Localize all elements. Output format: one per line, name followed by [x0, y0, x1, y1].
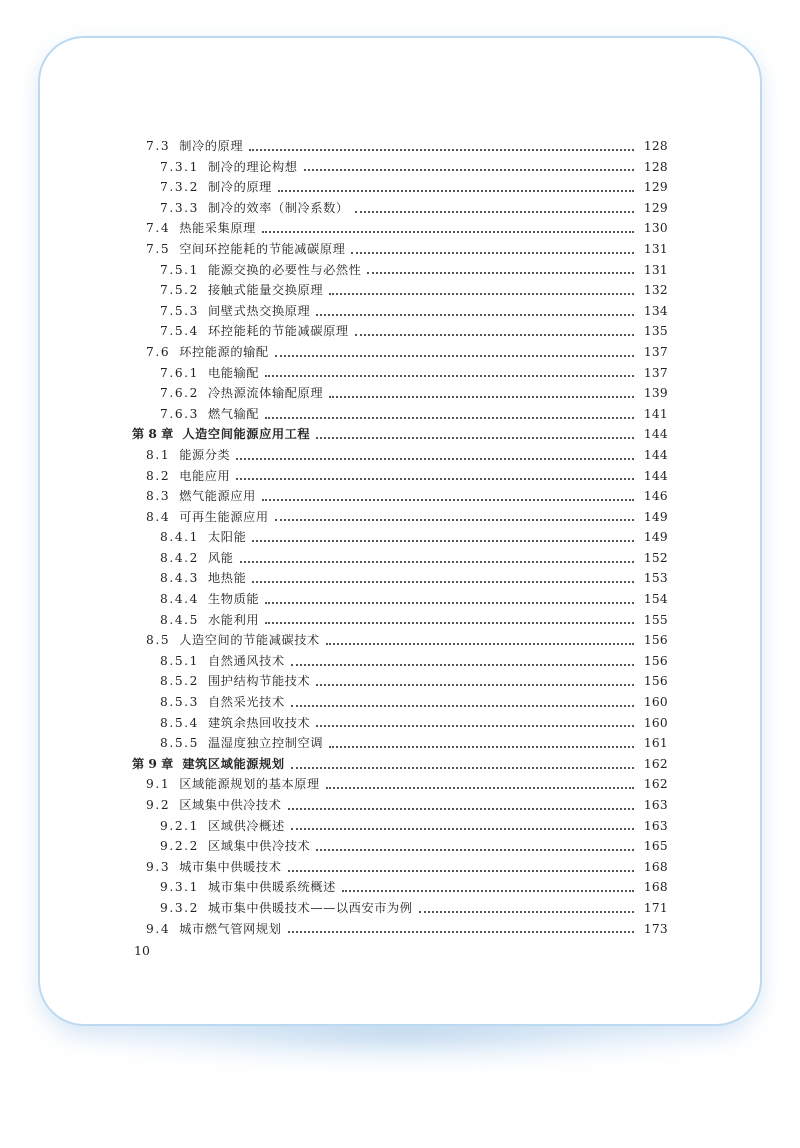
- toc-entry-title: 人造空间的节能减碳技术: [179, 633, 320, 648]
- toc-entry-title: 制冷的效率（制冷系数）: [208, 200, 349, 215]
- toc-entry[interactable]: [130, 280, 668, 301]
- toc-entry-title: 区域集中供冷技术: [179, 798, 282, 812]
- toc-entry-title: 制冷的原理: [179, 139, 244, 153]
- toc-entry-page: 156: [643, 674, 668, 689]
- toc-entry[interactable]: [130, 589, 668, 610]
- toc-entry-number: 9.1: [146, 777, 171, 792]
- toc-entry[interactable]: [130, 507, 668, 528]
- toc-entry-number: 9.3: [146, 859, 171, 874]
- toc-entry-number: 8.5.4: [160, 715, 200, 730]
- toc-entry-number: 8.5.1: [160, 653, 200, 668]
- toc-entry-page: 163: [643, 798, 668, 812]
- toc-entry-number: 9.4: [146, 921, 171, 936]
- dot-leader: [329, 745, 634, 748]
- dot-leader: [329, 292, 634, 295]
- toc-entry-page: 160: [643, 715, 668, 730]
- toc-entry-title: 电能输配: [208, 365, 260, 380]
- toc-chapter-entry[interactable]: [130, 754, 668, 775]
- toc-entry[interactable]: [130, 733, 668, 754]
- toc-entry-number: 8.1: [146, 447, 171, 462]
- toc-entry-number: 7.3.3: [160, 200, 200, 215]
- toc-entry-page: 144: [643, 427, 668, 442]
- toc-chapter-entry[interactable]: [130, 424, 668, 445]
- toc-entry-page: 144: [643, 468, 668, 483]
- dot-leader: [252, 580, 634, 583]
- toc-entry-page: 156: [643, 633, 668, 648]
- toc-entry[interactable]: [130, 198, 668, 219]
- dot-leader: [304, 168, 634, 171]
- toc-entry-number: 9.3.1: [160, 880, 200, 895]
- toc-entry-page: 162: [643, 756, 668, 771]
- toc-entry[interactable]: [130, 404, 668, 425]
- toc-entry-number: 8.4.4: [160, 592, 200, 607]
- toc-entry[interactable]: [130, 445, 668, 466]
- toc-entry[interactable]: [130, 527, 668, 548]
- dot-leader: [278, 189, 634, 192]
- toc-entry[interactable]: [130, 671, 668, 692]
- toc-entry-title: 热能采集原理: [179, 221, 256, 236]
- dot-leader: [240, 560, 634, 563]
- toc-entry-number: 8.5.2: [160, 674, 200, 689]
- dot-leader: [236, 477, 634, 480]
- toc-entry-title: 围护结构节能技术: [208, 674, 311, 689]
- toc-entry-number: 7.3: [146, 139, 171, 153]
- dot-leader: [252, 539, 634, 542]
- page-number: 10: [134, 943, 150, 958]
- toc-entry-title: 燃气能源应用: [179, 489, 256, 504]
- toc-entry-page: 171: [643, 900, 668, 915]
- toc-entry-number: 8.5.3: [160, 695, 200, 710]
- toc-entry[interactable]: [130, 630, 668, 651]
- toc-entry-title: 环控能源的输配: [179, 344, 269, 359]
- toc-entry-page: 165: [643, 839, 668, 854]
- toc-entry[interactable]: [130, 877, 668, 898]
- toc-entry-page: 130: [643, 221, 668, 236]
- toc-entry[interactable]: [130, 836, 668, 857]
- toc-entry-number: 9.2.1: [160, 818, 200, 833]
- toc-entry-page: 129: [643, 200, 668, 215]
- toc-entry-number: 9.3.2: [160, 900, 200, 915]
- toc-entry-number: 8.4.2: [160, 550, 200, 565]
- toc-entry-page: 129: [643, 180, 668, 195]
- toc-entry-number: 7.6.1: [160, 365, 200, 380]
- toc-entry-title: 自然采光技术: [208, 695, 285, 710]
- toc-entry-number: 7.3.2: [160, 180, 200, 195]
- toc-entry-number: 7.5.1: [160, 262, 200, 277]
- toc-entry[interactable]: [130, 919, 668, 940]
- toc-entry-page: 132: [643, 283, 668, 298]
- toc-entry-number: 7.6.3: [160, 406, 200, 421]
- dot-leader: [265, 416, 634, 419]
- toc-entry-title: 区域能源规划的基本原理: [179, 777, 320, 792]
- toc-entry-title: 太阳能: [208, 530, 247, 545]
- toc-entry[interactable]: [130, 568, 668, 589]
- dot-leader: [288, 869, 635, 872]
- toc-entry-title: 城市集中供暖系统概述: [208, 880, 336, 895]
- toc-entry-page: 137: [643, 365, 668, 380]
- toc-entry-title: 生物质能: [208, 592, 260, 607]
- toc-entry-number: 第 9 章: [132, 756, 174, 771]
- toc-entry-page: 149: [643, 530, 668, 545]
- toc-entry-page: 139: [643, 386, 668, 401]
- toc-entry-page: 168: [643, 859, 668, 874]
- toc-entry-title: 城市集中供暖技术: [179, 859, 282, 874]
- dot-leader: [316, 724, 634, 727]
- toc-entry-number: 8.2: [146, 468, 171, 483]
- toc-entry-title: 冷热源流体输配原理: [208, 386, 324, 401]
- toc-entry-page: 156: [643, 653, 668, 668]
- toc-entry[interactable]: [130, 774, 668, 795]
- dot-leader: [236, 457, 634, 460]
- dot-leader: [316, 436, 634, 439]
- toc-entry[interactable]: [130, 239, 668, 260]
- toc-entry[interactable]: [130, 363, 668, 384]
- toc-entry-number: 8.4.1: [160, 530, 200, 545]
- toc-entry-page: 168: [643, 880, 668, 895]
- toc-entry-title: 风能: [208, 550, 234, 565]
- toc-entry-title: 地热能: [208, 571, 247, 586]
- toc-entry-page: 163: [643, 818, 668, 833]
- toc-entry-number: 8.4.3: [160, 571, 200, 586]
- dot-leader: [275, 354, 634, 357]
- dot-leader: [316, 683, 634, 686]
- toc-entry[interactable]: [130, 816, 668, 837]
- dot-leader: [249, 148, 634, 151]
- toc-entry-title: 空间环控能耗的节能减碳原理: [179, 241, 346, 256]
- toc-entry-title: 区域供冷概述: [208, 818, 285, 833]
- toc-entry-title: 自然通风技术: [208, 653, 285, 668]
- toc-entry-number: 9.2: [146, 798, 171, 812]
- toc-entry[interactable]: [130, 260, 668, 281]
- toc-entry-number: 8.5: [146, 633, 171, 648]
- toc-entry-title: 人造空间能源应用工程: [182, 427, 311, 442]
- dot-leader: [291, 827, 634, 830]
- toc-entry-page: 144: [643, 447, 668, 462]
- toc-entry-title: 能源交换的必要性与必然性: [208, 262, 362, 277]
- toc-entry-number: 8.3: [146, 489, 171, 504]
- dot-leader: [265, 621, 634, 624]
- dot-leader: [265, 601, 634, 604]
- toc-entry-number: 8.4.5: [160, 612, 200, 627]
- toc-entry-title: 建筑余热回收技术: [208, 715, 311, 730]
- dot-leader: [316, 313, 634, 316]
- toc-entry[interactable]: [130, 610, 668, 631]
- toc-entry[interactable]: [130, 692, 668, 713]
- toc-entry-page: 152: [643, 550, 668, 565]
- toc-entry-title: 制冷的原理: [208, 180, 272, 195]
- toc-entry-page: 162: [643, 777, 668, 792]
- toc-entry-number: 9.2.2: [160, 839, 200, 854]
- dot-leader: [262, 230, 634, 233]
- toc-entry-title: 制冷的理论构想: [208, 159, 298, 174]
- dot-leader: [355, 210, 634, 213]
- toc-entry-number: 7.6.2: [160, 386, 200, 401]
- dot-leader: [288, 807, 635, 810]
- toc-entry[interactable]: [130, 157, 668, 178]
- toc-entry[interactable]: [130, 857, 668, 878]
- toc-entry-title: 环控能耗的节能减碳原理: [208, 324, 349, 339]
- toc-entry-title: 可再生能源应用: [179, 509, 269, 524]
- toc-entry-number: 第 8 章: [132, 427, 174, 442]
- toc-entry-page: 155: [643, 612, 668, 627]
- dot-leader: [355, 333, 634, 336]
- dot-leader: [342, 889, 634, 892]
- toc-entry-number: 8.5.5: [160, 736, 200, 751]
- toc-entry-number: 7.5: [146, 241, 171, 256]
- toc-entry[interactable]: [130, 548, 668, 569]
- toc-entry[interactable]: [130, 795, 668, 816]
- toc-entry-page: 128: [643, 159, 668, 174]
- dot-leader: [326, 642, 634, 645]
- table-of-contents: [130, 136, 668, 939]
- dot-leader: [275, 518, 634, 521]
- toc-entry-number: 7.4: [146, 221, 171, 236]
- toc-entry-title: 能源分类: [179, 447, 231, 462]
- toc-entry[interactable]: [130, 177, 668, 198]
- toc-entry[interactable]: [130, 301, 668, 322]
- toc-entry[interactable]: [130, 383, 668, 404]
- toc-entry-title: 水能利用: [208, 612, 260, 627]
- toc-entry-page: 153: [643, 571, 668, 586]
- dot-leader: [351, 251, 634, 254]
- toc-entry-title: 温湿度独立控制空调: [208, 736, 324, 751]
- toc-entry-title: 间壁式热交换原理: [208, 303, 311, 318]
- dot-leader: [265, 374, 634, 377]
- toc-entry-title: 建筑区域能源规划: [182, 756, 285, 771]
- toc-entry-title: 城市集中供暖技术——以西安市为例: [208, 900, 413, 915]
- toc-entry[interactable]: [130, 218, 668, 239]
- toc-entry-page: 128: [643, 139, 668, 153]
- toc-entry-title: 区域集中供冷技术: [208, 839, 311, 854]
- toc-entry-page: 141: [643, 406, 668, 421]
- dot-leader: [367, 271, 634, 274]
- dot-leader: [316, 848, 634, 851]
- toc-entry-number: 7.5.3: [160, 303, 200, 318]
- dot-leader: [419, 910, 634, 913]
- toc-entry-title: 燃气输配: [208, 406, 260, 421]
- toc-entry-page: 137: [643, 344, 668, 359]
- toc-entry-page: 146: [643, 489, 668, 504]
- toc-entry-page: 134: [643, 303, 668, 318]
- toc-entry-number: 7.3.1: [160, 159, 200, 174]
- toc-entry-title: 电能应用: [179, 468, 231, 483]
- toc-entry[interactable]: [130, 651, 668, 672]
- toc-entry-number: 7.5.2: [160, 283, 200, 298]
- toc-entry[interactable]: [130, 321, 668, 342]
- dot-leader: [329, 395, 634, 398]
- toc-entry[interactable]: [130, 898, 668, 919]
- dot-leader: [291, 663, 634, 666]
- toc-entry-number: 8.4: [146, 509, 171, 524]
- toc-entry-page: 131: [643, 241, 668, 256]
- dot-leader: [326, 786, 634, 789]
- toc-entry-page: 131: [643, 262, 668, 277]
- dot-leader: [262, 498, 634, 501]
- toc-entry-page: 161: [643, 736, 668, 751]
- toc-entry[interactable]: [130, 342, 668, 363]
- toc-entry-number: 7.6: [146, 344, 171, 359]
- toc-entry-title: 接触式能量交换原理: [208, 283, 324, 298]
- toc-entry[interactable]: [130, 713, 668, 734]
- toc-entry[interactable]: [130, 136, 668, 157]
- toc-entry-page: 149: [643, 509, 668, 524]
- toc-entry[interactable]: [130, 486, 668, 507]
- toc-entry-page: 173: [643, 921, 668, 936]
- toc-entry-number: 7.5.4: [160, 324, 200, 339]
- dot-leader: [291, 766, 634, 769]
- toc-entry[interactable]: [130, 466, 668, 487]
- toc-entry-page: 160: [643, 695, 668, 710]
- dot-leader: [291, 704, 634, 707]
- dot-leader: [288, 930, 635, 933]
- toc-entry-title: 城市燃气管网规划: [179, 921, 282, 936]
- toc-entry-page: 154: [643, 592, 668, 607]
- toc-entry-page: 135: [643, 324, 668, 339]
